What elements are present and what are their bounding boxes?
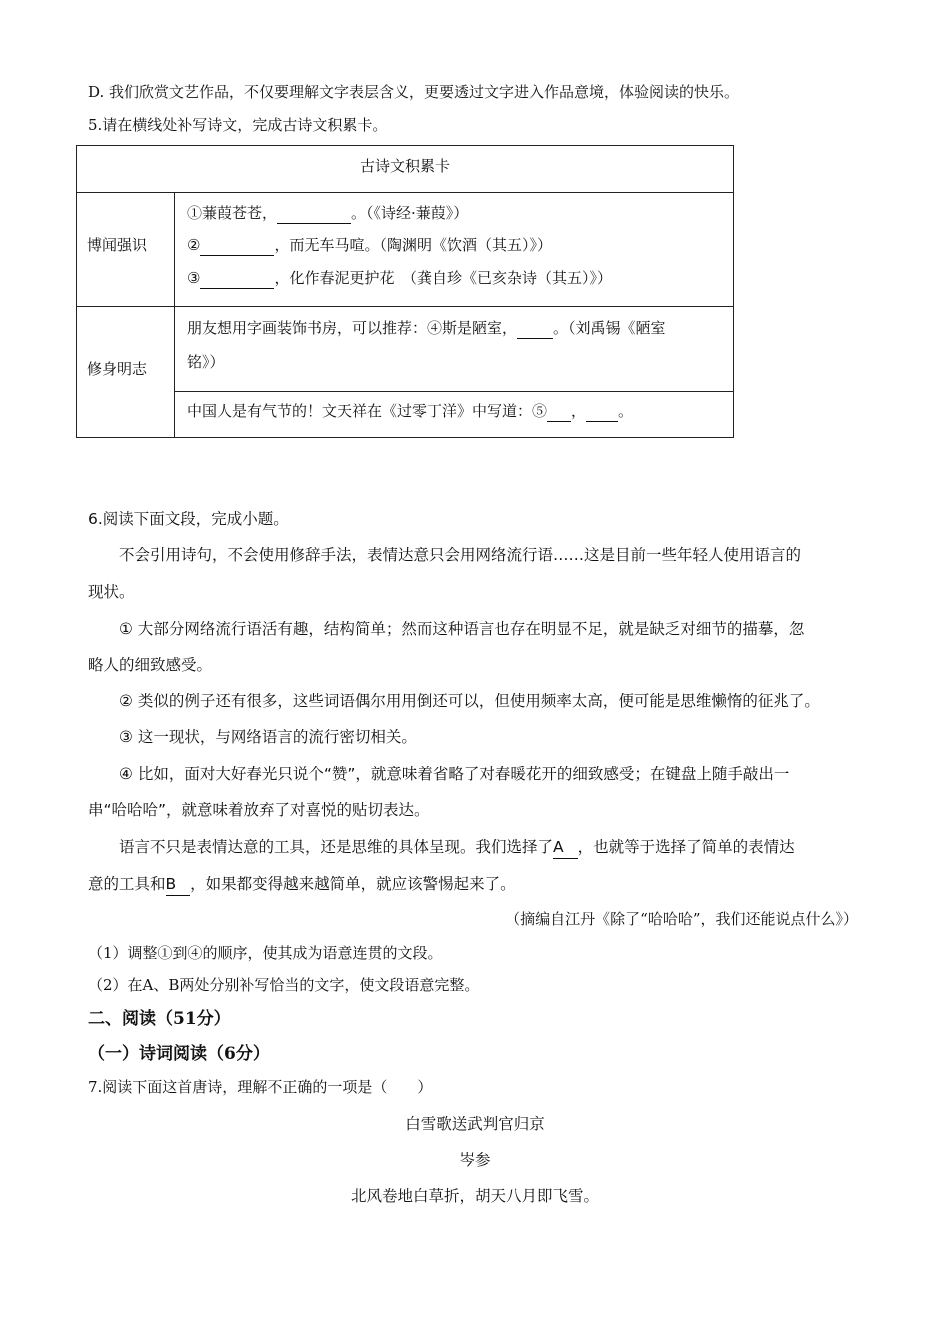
question-6-intro: 6.阅读下面文段，完成小题。 bbox=[88, 510, 289, 528]
card-title: 古诗文积累卡 bbox=[359, 157, 450, 175]
poem-line-1: 北风卷地白草折，胡天八月即飞雪。 bbox=[350, 1187, 599, 1205]
sub-question-1: （1）调整①到④的顺序，使其成为语意连贯的文段。 bbox=[88, 944, 443, 962]
sentence-3: ③ 这一现状，与网络语言的流行密切相关。 bbox=[119, 728, 417, 746]
fill-blank[interactable] bbox=[517, 318, 553, 339]
paragraph-intro-l2: 现状。 bbox=[88, 583, 135, 601]
card-line-4: 朋友想用字画装饰书房，可以推荐：④斯是陋室， 。（刘禹锡《陋室 bbox=[187, 319, 666, 337]
blank-a[interactable]: A bbox=[553, 836, 578, 859]
closing-paragraph-l1: 语言不只是表情达意的工具，还是思维的具体呈现。我们选择了A ，也就等于选择了简单的表情达 bbox=[119, 836, 795, 859]
question-7: 7.阅读下面这首唐诗，理解不正确的一项是（ ） bbox=[88, 1078, 433, 1096]
section-label-xiushen: 修身明志 bbox=[87, 360, 148, 378]
sentence-1-l1: ① 大部分网络流行语活有趣，结构简单；然而这种语言也存在明显不足，就是缺乏对细节的描摹，忽 bbox=[119, 620, 805, 638]
section-heading: 二、阅读（51分） bbox=[88, 1009, 231, 1029]
source-citation: （摘编自江丹《除了“哈哈哈”，我们还能说点什么》） bbox=[505, 910, 858, 928]
option-d: D. 我们欣赏文艺作品，不仅要理解文字表层含义，更要透过文字进入作品意境，体验阅读的快乐。 bbox=[88, 83, 740, 101]
section-label-bowen: 博闻强识 bbox=[87, 236, 148, 254]
poetry-card-table bbox=[76, 145, 734, 438]
sentence-4-l1: ④ 比如，面对大好春光只说个“赞”，就意味着省略了对春暖花开的细致感受；在键盘上随手敲出一 bbox=[119, 765, 790, 783]
poem-author: 岑参 bbox=[459, 1151, 491, 1169]
sentence-2: ② 类似的例子还有很多，这些词语偶尔用用倒还可以，但使用频率太高，便可能是思维懒惰的征兆了。 bbox=[119, 692, 820, 710]
table-divider bbox=[174, 192, 175, 437]
paragraph-intro-l1: 不会引用诗句，不会使用修辞手法，表情达意只会用网络流行语……这是目前一些年轻人使用语言的 bbox=[119, 546, 802, 564]
fill-blank[interactable] bbox=[200, 268, 274, 289]
table-divider bbox=[77, 192, 733, 193]
card-line-6: 中国人是有气节的！文天祥在《过零丁洋》中写道：⑤ ， 。 bbox=[187, 402, 634, 420]
subsection-heading: （一）诗词阅读（6分） bbox=[88, 1044, 270, 1064]
sub-question-2: （2）在A、B两处分别补写恰当的文字，使文段语意完整。 bbox=[88, 976, 480, 994]
poem-title: 白雪歌送武判官归京 bbox=[405, 1115, 545, 1133]
fill-blank[interactable] bbox=[586, 401, 618, 422]
card-line-3: ③ ，化作春泥更护花 （龚自珍《已亥杂诗（其五）》） bbox=[187, 269, 612, 287]
question-5: 5.请在横线处补写诗文，完成古诗文积累卡。 bbox=[88, 116, 388, 134]
fill-blank[interactable] bbox=[277, 203, 351, 224]
sentence-1-l2: 略人的细致感受。 bbox=[88, 656, 213, 674]
card-line-5: 铭》） bbox=[187, 353, 225, 371]
fill-blank[interactable] bbox=[547, 401, 571, 422]
sentence-4-l2: 串“哈哈哈”，就意味着放弃了对喜悦的贴切表达。 bbox=[88, 801, 430, 819]
closing-paragraph-l2: 意的工具和B ，如果都变得越来越简单，就应该警惕起来了。 bbox=[88, 873, 516, 896]
blank-b[interactable]: B bbox=[166, 873, 191, 896]
card-line-2: ② ，而无车马喧。（陶渊明《饮酒（其五）》） bbox=[187, 236, 552, 254]
card-line-1: ①蒹葭苍苍， 。（《诗经·蒹葭》） bbox=[187, 204, 469, 222]
fill-blank[interactable] bbox=[200, 235, 274, 256]
table-divider bbox=[77, 306, 733, 307]
table-divider bbox=[174, 391, 733, 392]
